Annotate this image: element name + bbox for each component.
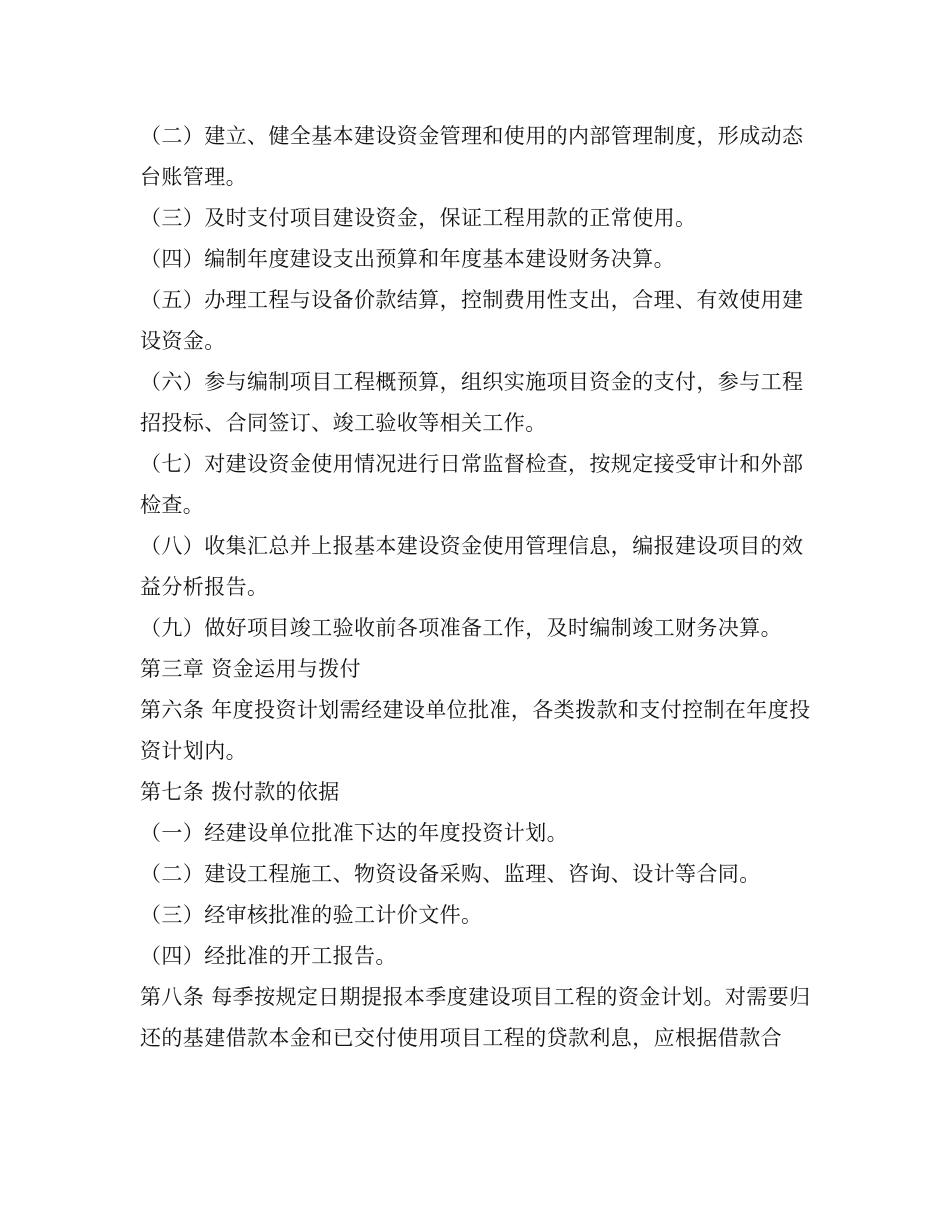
article-7-item-4: （四）经批准的开工报告。: [140, 944, 397, 968]
paragraph-item-5: （五）办理工程与设备价款结算，控制费用性支出，合理、有效使用建设资金。: [140, 288, 804, 353]
paragraph-item-6: （六）参与编制项目工程概预算，组织实施项目资金的支付，参与工程招投标、合同签订、竣工验收等相关工作。: [140, 370, 804, 435]
paragraph-item-8: （八）收集汇总并上报基本建设资金使用管理信息，编报建设项目的效益分析报告。: [140, 534, 804, 599]
document-body: [140, 116, 820, 1059]
chapter-heading: 第三章 资金运用与拨付: [140, 657, 362, 681]
paragraph-item-4: （四）编制年度建设支出预算和年度基本建设财务决算。: [140, 247, 675, 271]
paragraph-item-3: （三）及时支付项目建设资金，保证工程用款的正常使用。: [140, 206, 697, 230]
article-6: 第六条 年度投资计划需经建设单位批准，各类拨款和支付控制在年度投资计划内。: [140, 698, 811, 763]
paragraph-item-2: （二）建立、健全基本建设资金管理和使用的内部管理制度，形成动态台账管理。: [140, 124, 804, 189]
article-7-item-1: （一）经建设单位批准下达的年度投资计划。: [140, 821, 568, 845]
paragraph-item-9: （九）做好项目竣工验收前各项准备工作，及时编制竣工财务决算。: [140, 616, 782, 640]
article-8: 第八条 每季按规定日期提报本季度建设项目工程的资金计划。对需要归还的基建借款本金和已交付使用项目工程的贷款利息，应根据借款合: [140, 985, 811, 1050]
article-7-item-2: （二）建设工程施工、物资设备采购、监理、咨询、设计等合同。: [140, 862, 761, 886]
article-7-heading: 第七条 拨付款的依据: [140, 780, 340, 804]
paragraph-item-7: （七）对建设资金使用情况进行日常监督检查，按规定接受审计和外部检查。: [140, 452, 804, 517]
article-7-item-3: （三）经审核批准的验工计价文件。: [140, 903, 483, 927]
